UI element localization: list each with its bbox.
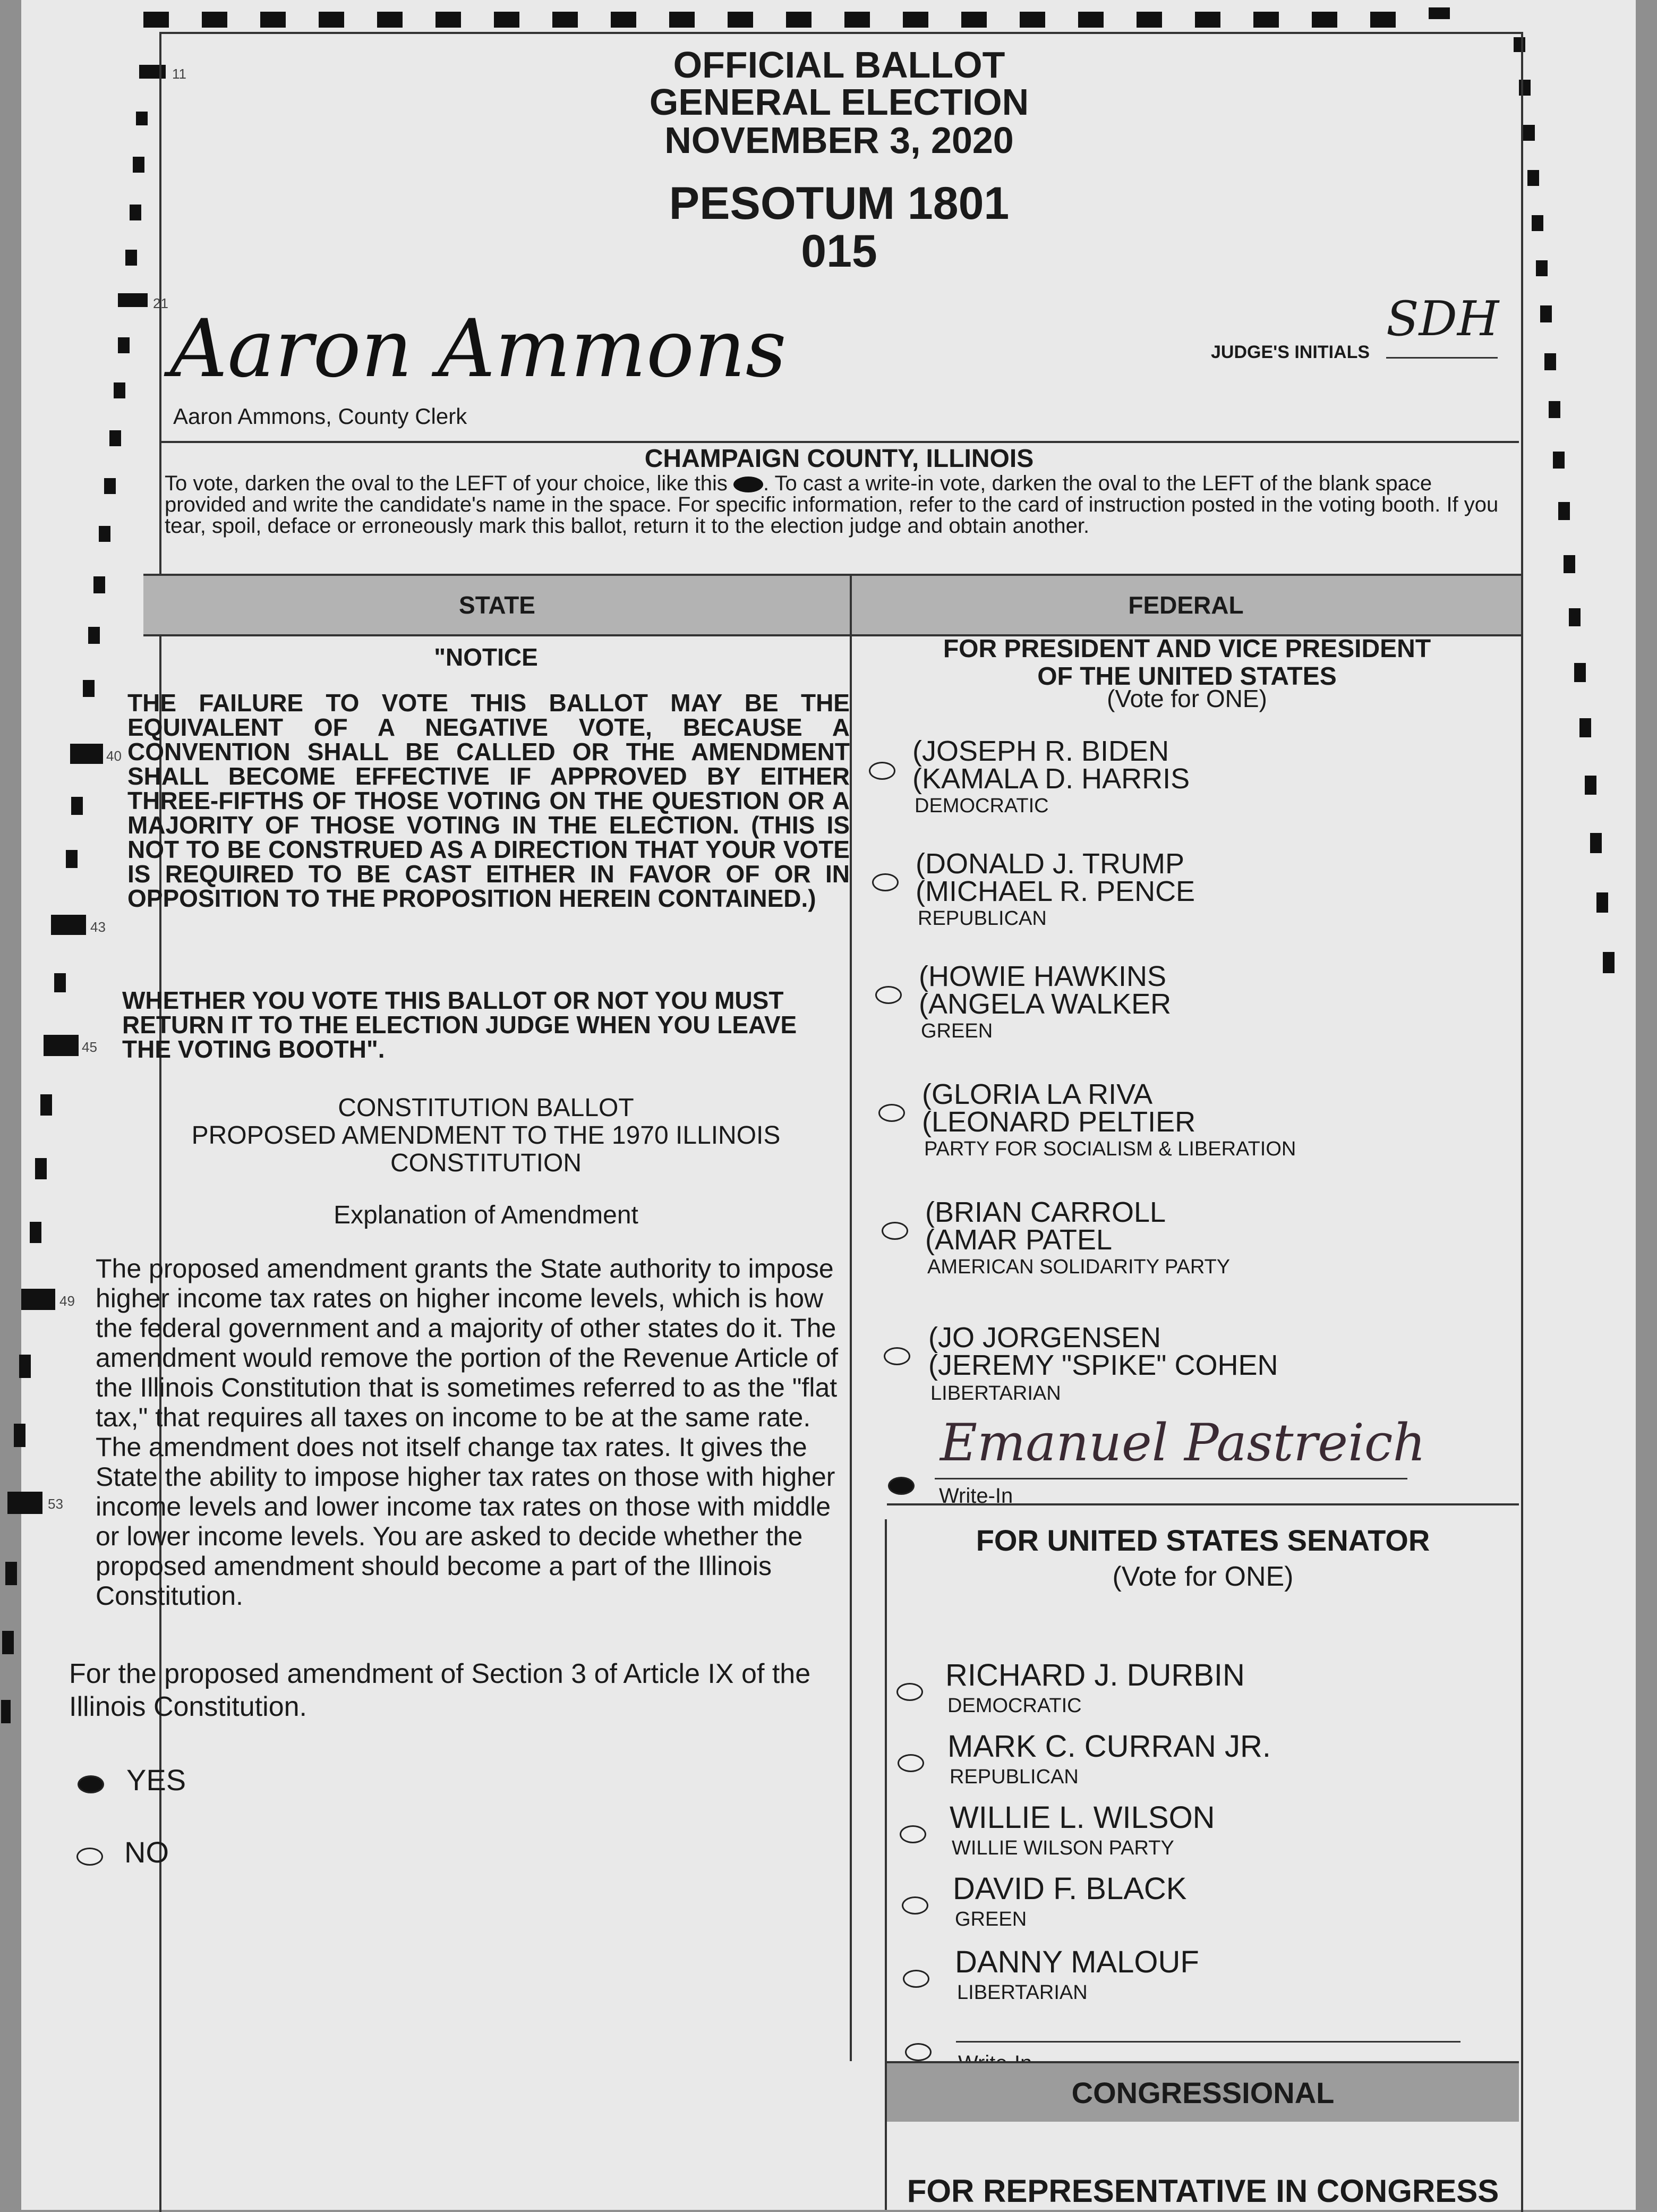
- party-name: GREEN: [921, 1020, 993, 1042]
- party-name: AMERICAN SOLIDARITY PARTY: [927, 1256, 1231, 1278]
- senator-name: WILLIE L. WILSON: [950, 1800, 1215, 1835]
- write-in-line[interactable]: [935, 1478, 1407, 1479]
- senator-name: RICHARD J. DURBIN: [945, 1658, 1245, 1692]
- election-date: NOVEMBER 3, 2020: [664, 120, 1014, 161]
- clerk-signature: Aaron Ammons: [170, 303, 787, 395]
- vice-president-name: (MICHAEL R. PENCE: [916, 875, 1195, 907]
- party-name: DEMOCRATIC: [915, 795, 1049, 817]
- candidate-oval[interactable]: [898, 1754, 924, 1772]
- candidate-oval[interactable]: [875, 986, 902, 1004]
- judge-initials: SDH: [1386, 291, 1499, 347]
- candidate-oval[interactable]: [902, 1896, 928, 1915]
- candidate-oval[interactable]: [884, 1347, 910, 1365]
- write-in-line[interactable]: [956, 2041, 1460, 2043]
- senator-heading: FOR UNITED STATES SENATOR: [976, 1524, 1430, 1557]
- vice-president-name: (LEONARD PELTIER: [922, 1106, 1196, 1138]
- county-name: CHAMPAIGN COUNTY, ILLINOIS: [644, 445, 1034, 473]
- party-name: PARTY FOR SOCIALISM & LIBERATION: [924, 1138, 1296, 1160]
- write-in-oval[interactable]: [888, 1477, 915, 1495]
- party-name: DEMOCRATIC: [947, 1695, 1082, 1717]
- section-state-header: STATE: [143, 574, 851, 636]
- judge-initials-label: JUDGE'S INITIALS: [1211, 342, 1370, 362]
- president-name: (DONALD J. TRUMP: [916, 848, 1185, 880]
- party-name: REPUBLICAN: [950, 1766, 1079, 1788]
- candidate-oval[interactable]: [869, 762, 895, 780]
- party-name: LIBERTARIAN: [930, 1382, 1061, 1405]
- senator-vote-for: (Vote for ONE): [1112, 1561, 1294, 1592]
- divider-senator: [887, 1503, 1519, 1505]
- party-name: REPUBLICAN: [918, 907, 1047, 930]
- president-name: (JO JORGENSEN: [928, 1322, 1161, 1354]
- candidate-oval[interactable]: [896, 1683, 923, 1701]
- constitution-ballot-title: CONSTITUTION BALLOT PROPOSED AMENDMENT TO THE 1970 ILLINOIS CONSTITUTION: [191, 1094, 781, 1177]
- notice-heading: "NOTICE: [434, 643, 538, 671]
- no-label: NO: [124, 1835, 169, 1869]
- example-oval-icon: [733, 477, 763, 492]
- candidate-oval[interactable]: [872, 873, 899, 891]
- candidate-oval[interactable]: [903, 1970, 929, 1988]
- notice-return: WHETHER YOU VOTE THIS BALLOT OR NOT YOU MUST RETURN IT TO THE ELECTION JUDGE WHEN YOU LEAVE THE VOTING BOOTH".: [122, 986, 797, 1063]
- president-name: (HOWIE HAWKINS: [919, 960, 1166, 992]
- ballot-style: 015: [801, 226, 877, 277]
- no-oval[interactable]: [76, 1848, 103, 1866]
- explanation-heading: Explanation of Amendment: [334, 1201, 638, 1229]
- yes-label: YES: [126, 1763, 186, 1797]
- president-heading: FOR PRESIDENT AND VICE PRESIDENT OF THE UNITED STATES: [943, 635, 1431, 691]
- write-in-label: Write-In: [939, 1484, 1013, 1508]
- vice-president-name: (JEREMY "SPIKE" COHEN: [928, 1349, 1278, 1381]
- ballot-title: OFFICIAL BALLOT: [673, 44, 1005, 86]
- yes-oval[interactable]: [78, 1775, 104, 1793]
- senator-name: MARK C. CURRAN JR.: [947, 1729, 1271, 1764]
- explanation-text: The proposed amendment grants the State authority to impose higher income tax rates on higher income levels, which is how the federal government and a majority of other states do it. The amendment would remove the portion of the Revenue Article of the Illinois Constitution that is sometimes referred to as the "flat tax," that requires all taxes on income to be at the same rate. The amendment does not itself change tax rates. It gives the State the ability to impose higher tax rates on those with higher income levels and lower income tax rates on those with middle or lower income levels. You are asked to decide whether the proposed amendment should become a part of the Illinois Constitution.: [96, 1254, 839, 1611]
- section-congressional-header: CONGRESSIONAL: [887, 2061, 1519, 2122]
- president-vote-for: (Vote for ONE): [1107, 685, 1267, 712]
- notice-body: THE FAILURE TO VOTE THIS BALLOT MAY BE THE EQUIVALENT OF A NEGATIVE VOTE, BECAUSE A CONVENTION SHALL BE CALLED OR THE AMENDMENT SHALL BECOME EFFECTIVE IF APPROVED BY EITHER THREE-FIFTHS OF THOSE VOTING ON THE QUESTION OR A MAJORITY OF THOSE VOTING IN THE ELECTION. (THIS IS NOT TO BE CONSTRUED AS A DIRECTION THAT YOUR VOTE IS REQUIRED TO BE CAST EITHER IN FAVOR OF OR IN OPPOSITION TO THE PROPOSITION HEREIN CONTAINED.): [127, 689, 850, 912]
- election-name: GENERAL ELECTION: [649, 81, 1029, 123]
- divider-county: [159, 441, 1519, 443]
- clerk-name: Aaron Ammons, County Clerk: [173, 404, 467, 429]
- precinct-name: PESOTUM 1801: [669, 178, 1010, 229]
- judge-initials-line: [1386, 357, 1498, 359]
- vice-president-name: (KAMALA D. HARRIS: [912, 763, 1190, 795]
- write-in-name: Emanuel Pastreich: [940, 1413, 1426, 1473]
- president-name: (BRIAN CARROLL: [925, 1196, 1166, 1228]
- candidate-oval[interactable]: [900, 1825, 926, 1843]
- candidate-oval[interactable]: [882, 1222, 908, 1240]
- vice-president-name: (AMAR PATEL: [925, 1224, 1113, 1256]
- vice-president-name: (ANGELA WALKER: [919, 988, 1172, 1020]
- president-name: (JOSEPH R. BIDEN: [912, 735, 1169, 767]
- senator-name: DANNY MALOUF: [955, 1945, 1199, 1979]
- party-name: WILLIE WILSON PARTY: [952, 1837, 1174, 1859]
- write-in-oval[interactable]: [905, 2043, 932, 2061]
- president-name: (GLORIA LA RIVA: [922, 1078, 1153, 1110]
- party-name: LIBERTARIAN: [957, 1981, 1088, 2004]
- senator-name: DAVID F. BLACK: [953, 1871, 1187, 1906]
- congress-heading: FOR REPRESENTATIVE IN CONGRESS: [907, 2173, 1499, 2209]
- section-federal-header: FEDERAL: [851, 574, 1521, 636]
- party-name: GREEN: [955, 1908, 1027, 1930]
- candidate-oval[interactable]: [878, 1104, 905, 1122]
- proposal-text: For the proposed amendment of Section 3 of Article IX of the Illinois Constitution.: [69, 1658, 811, 1722]
- voting-instructions: To vote, darken the oval to the LEFT of your choice, like this . To cast a write-in vote, darken the oval to the LEFT of the blank space provided and write the candidate's name in the space. For specific information, refer to the card of instruction posted in the voting booth. If you tear, spoil, deface or erroneously mark this ballot, return it to the election judge and obtain another.: [165, 472, 1499, 538]
